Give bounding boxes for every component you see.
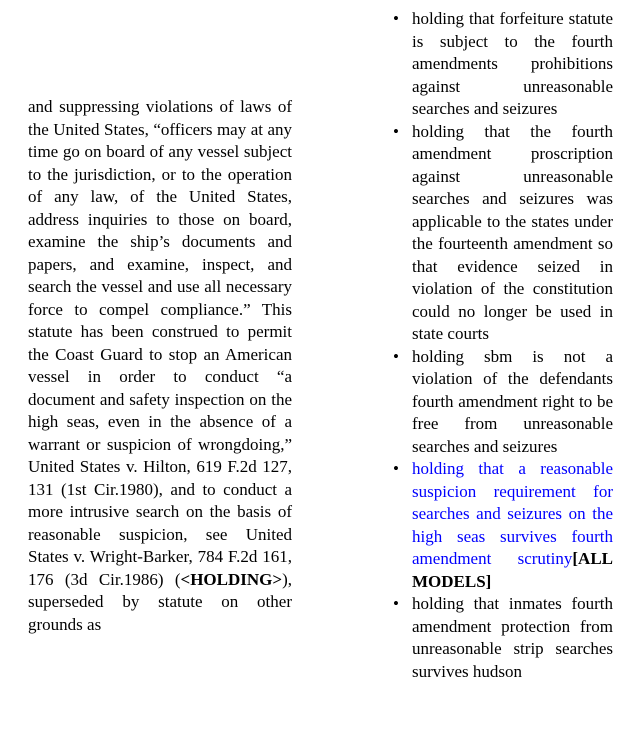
answer-choices-column [392, 8, 613, 683]
context-passage [28, 96, 292, 636]
model-agreement-tag: [ALL MODELS] [412, 549, 613, 591]
passage-text-before-placeholder: and suppressing violations of laws of the United States, “officers may at any time go on board of any vessel subject to the jurisdiction, or to the operation of any law, of the United States, address inquiries to those on board, examine the ship’s documents and papers, and examine, inspect, and search the vessel and use all necessary force to compel compliance.” This statute has been construed to permit the Coast Guard to stop an American vessel in order to conduct “a document and safety inspection on the high seas, even in the absence of a warrant or suspicion of wrongdoing,” United States v. Hilton, 619 F.2d 127, 131 (1st Cir.1980), and to conduct a more intrusive search on the basis of reasonable suspicion, see United States v. Wright-Barker, 784 F.2d 161, 176 (3d Cir.1986) ( [28, 97, 292, 589]
answer-choice-text: holding that inmates fourth amendment protection from unreasonable strip searches survives hudson [412, 594, 613, 681]
answer-choice-text: holding sbm is not a violation of the defendants fourth amendment right to be free from unreasonable searches and seizures [412, 346, 613, 456]
answer-choice-4[interactable] [392, 458, 613, 593]
answer-choice-2[interactable] [392, 121, 613, 346]
bullet-icon: • [393, 346, 399, 366]
bullet-icon: • [393, 459, 399, 478]
answer-choice-text: holding that a reasonable suspicion requirement for searches and seizures on the high seas survives fourth amendment scrutiny[ALL MODELS] [412, 459, 613, 591]
answer-choice-1[interactable] [392, 8, 613, 121]
holding-placeholder: <HOLDING> [180, 569, 283, 589]
answer-choices-list [392, 8, 613, 683]
bullet-icon: • [393, 121, 399, 141]
bullet-icon: • [393, 594, 399, 613]
passage-column [28, 96, 292, 636]
answer-choice-text: holding that the fourth amendment proscription against unreasonable searches and seizures was applicable to the states under the fourteenth amendment so that evidence seized in violation of the constitution could no longer be used in state courts [412, 121, 613, 343]
answer-choice-5[interactable] [392, 593, 613, 683]
answer-choice-text: holding that forfeiture statute is subject to the fourth amendments prohibitions against unreasonable searches and seizures [412, 9, 613, 118]
bullet-icon: • [393, 9, 399, 28]
passage-text-after-placeholder: ), superseded by statute on other grounds as [28, 569, 292, 634]
answer-choice-3[interactable] [392, 346, 613, 459]
